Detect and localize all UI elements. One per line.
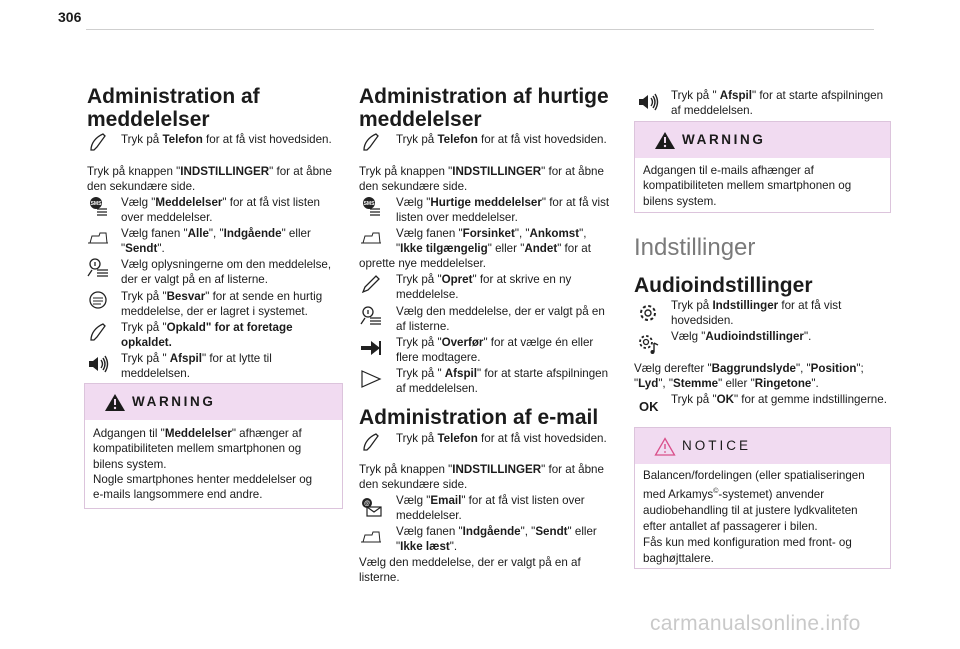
tabs-icon	[360, 526, 382, 548]
instruction-settings: Tryk på Indstillinger for at få vist hovedsiden.	[671, 299, 842, 328]
instruction-play: Tryk på " Afspil" for at starte afspilningen af meddelelsen.	[396, 367, 609, 396]
instruction-tabs: Vælg fanen "Forsinket", "Ankomst", "Ikke tilgængelig" eller "Andet" for at	[396, 227, 591, 256]
ok-icon: OK	[639, 399, 659, 414]
phone-icon	[360, 131, 382, 153]
watermark-footer: carmanualsonline.info	[650, 612, 861, 635]
instruction-play: Tryk på " Afspil" for at lytte til meddelelsen.	[121, 352, 272, 381]
svg-text:SMS: SMS	[363, 201, 375, 207]
email-icon	[360, 496, 382, 518]
paragraph-settings-email: Tryk på knappen "INDSTILLINGER" for at åbne den sekundære side.	[359, 463, 604, 492]
instruction-call: Tryk på "Opkald" for at foretage opkaldet.	[121, 321, 293, 350]
play-icon	[360, 368, 382, 390]
instruction-create: Tryk på "Opret" for at skrive en ny meddelelse.	[396, 273, 572, 302]
details-icon	[87, 257, 109, 279]
speaker-icon	[637, 91, 659, 113]
section-title-quick-messages: Administration af hurtige meddelelser	[359, 85, 609, 131]
warning-title: WARNING	[132, 394, 216, 409]
pencil-icon	[360, 273, 382, 295]
sms-icon	[360, 195, 382, 217]
phone-icon	[360, 431, 382, 453]
svg-text:@: @	[364, 501, 370, 507]
page-number: 306	[58, 9, 82, 25]
instruction-select: Vælg den meddelelse, der er valgt på en af listerne.	[396, 305, 605, 334]
section-title-settings: Indstillinger	[634, 234, 756, 261]
reply-icon	[87, 290, 109, 312]
warning-box-email	[634, 121, 891, 213]
instruction-tabs: Vælg fanen "Alle", "Indgående" eller "Sendt".	[121, 227, 311, 256]
forward-icon	[360, 337, 382, 359]
paragraph-audio-options: Vælg derefter "Baggrundslyde", "Position"; "Lyd", "Stemme" eller "Ringetone".	[634, 362, 864, 391]
gear-icon	[637, 302, 659, 324]
notice-title: NOTICE	[682, 438, 752, 453]
paragraph-settings: Tryk på knappen "INDSTILLINGER" for at åbne den sekundære side.	[359, 165, 604, 194]
paragraph-select-email: Vælg den meddelelse, der er valgt på en af listerne.	[359, 556, 581, 585]
paragraph-settings: Tryk på knappen "INDSTILLINGER" for at åbne den sekundære side.	[87, 165, 332, 194]
tabs-icon	[87, 227, 109, 249]
warning-icon	[104, 393, 126, 417]
instruction-forward: Tryk på "Overfør" for at vælge én eller flere modtagere.	[396, 336, 594, 365]
instruction-audio: Vælg "Audioindstillinger".	[671, 330, 812, 343]
title-line-2: meddelelser	[87, 108, 210, 131]
section-title-email: Administration af e-mail	[359, 406, 599, 429]
warning-title: WARNING	[682, 132, 766, 147]
instruction-reply: Tryk på "Besvar" for at sende en hurtig meddelelse, der er lagret i systemet.	[121, 290, 323, 319]
warning-box-messages	[84, 383, 343, 509]
instruction-ok: Tryk på "OK" for at gemme indstillingerne.	[671, 393, 887, 406]
instruction-email-tabs: Vælg fanen "Indgående", "Sendt" eller "Ikke læst".	[396, 525, 597, 554]
notice-box	[634, 427, 891, 569]
section-title-messages	[87, 85, 260, 131]
phone-icon	[87, 131, 109, 153]
instruction-quick-messages: Vælg "Hurtige meddelelser" for at få vist listen over meddelelser.	[396, 196, 610, 225]
tabs-icon	[360, 227, 382, 249]
instruction-phone-email: Tryk på Telefon for at få vist hovedsiden.	[396, 432, 607, 445]
warning-icon	[654, 131, 676, 155]
call-icon	[87, 321, 109, 343]
section-title-audio: Audioindstillinger	[634, 274, 813, 297]
instruction-email: Vælg "Email" for at få vist listen over meddelelser.	[396, 494, 585, 523]
paragraph-create: oprette nye meddelelser.	[359, 257, 486, 270]
sms-icon	[87, 195, 109, 217]
notice-icon	[654, 437, 676, 461]
instruction-phone: Tryk på Telefon for at få vist hovedsiden.	[396, 133, 607, 146]
title-line-1: Administration af	[87, 85, 260, 108]
warning-text: Adgangen til "Meddelelser" afhænger af kompatibiliteten mellem smartphonen og bilens system. Nogle smartphones henter meddelelser og e-mails langsommere end andre.	[93, 427, 313, 502]
speaker-icon	[87, 353, 109, 375]
instruction-messages: Vælg "Meddelelser" for at få vist listen over meddelelser.	[121, 196, 320, 225]
instruction-details: Vælg oplysningerne om den meddelelse, der er valgt på en af listerne.	[121, 258, 332, 287]
list-select-icon	[360, 305, 382, 327]
instruction-play-email: Tryk på " Afspil" for at starte afspilningen af meddelelsen.	[671, 89, 884, 118]
svg-text:SMS: SMS	[90, 201, 102, 207]
top-divider	[86, 29, 874, 30]
warning-text: Adgangen til e-mails afhænger af kompatibiliteten mellem smartphonen og bilens system.	[643, 164, 852, 208]
notice-text: Balancen/fordelingen (eller spatialiseringen med Arkamys©-systemet) anvender audiobehandling til at justere lydkvaliteten efter antallet af passagerer i bilen. Fås kun med konfiguration med front- og baghøjttalere.	[643, 469, 865, 565]
gear-music-icon	[637, 333, 659, 355]
instruction-phone: Tryk på Telefon for at få vist hovedsiden.	[121, 133, 332, 146]
